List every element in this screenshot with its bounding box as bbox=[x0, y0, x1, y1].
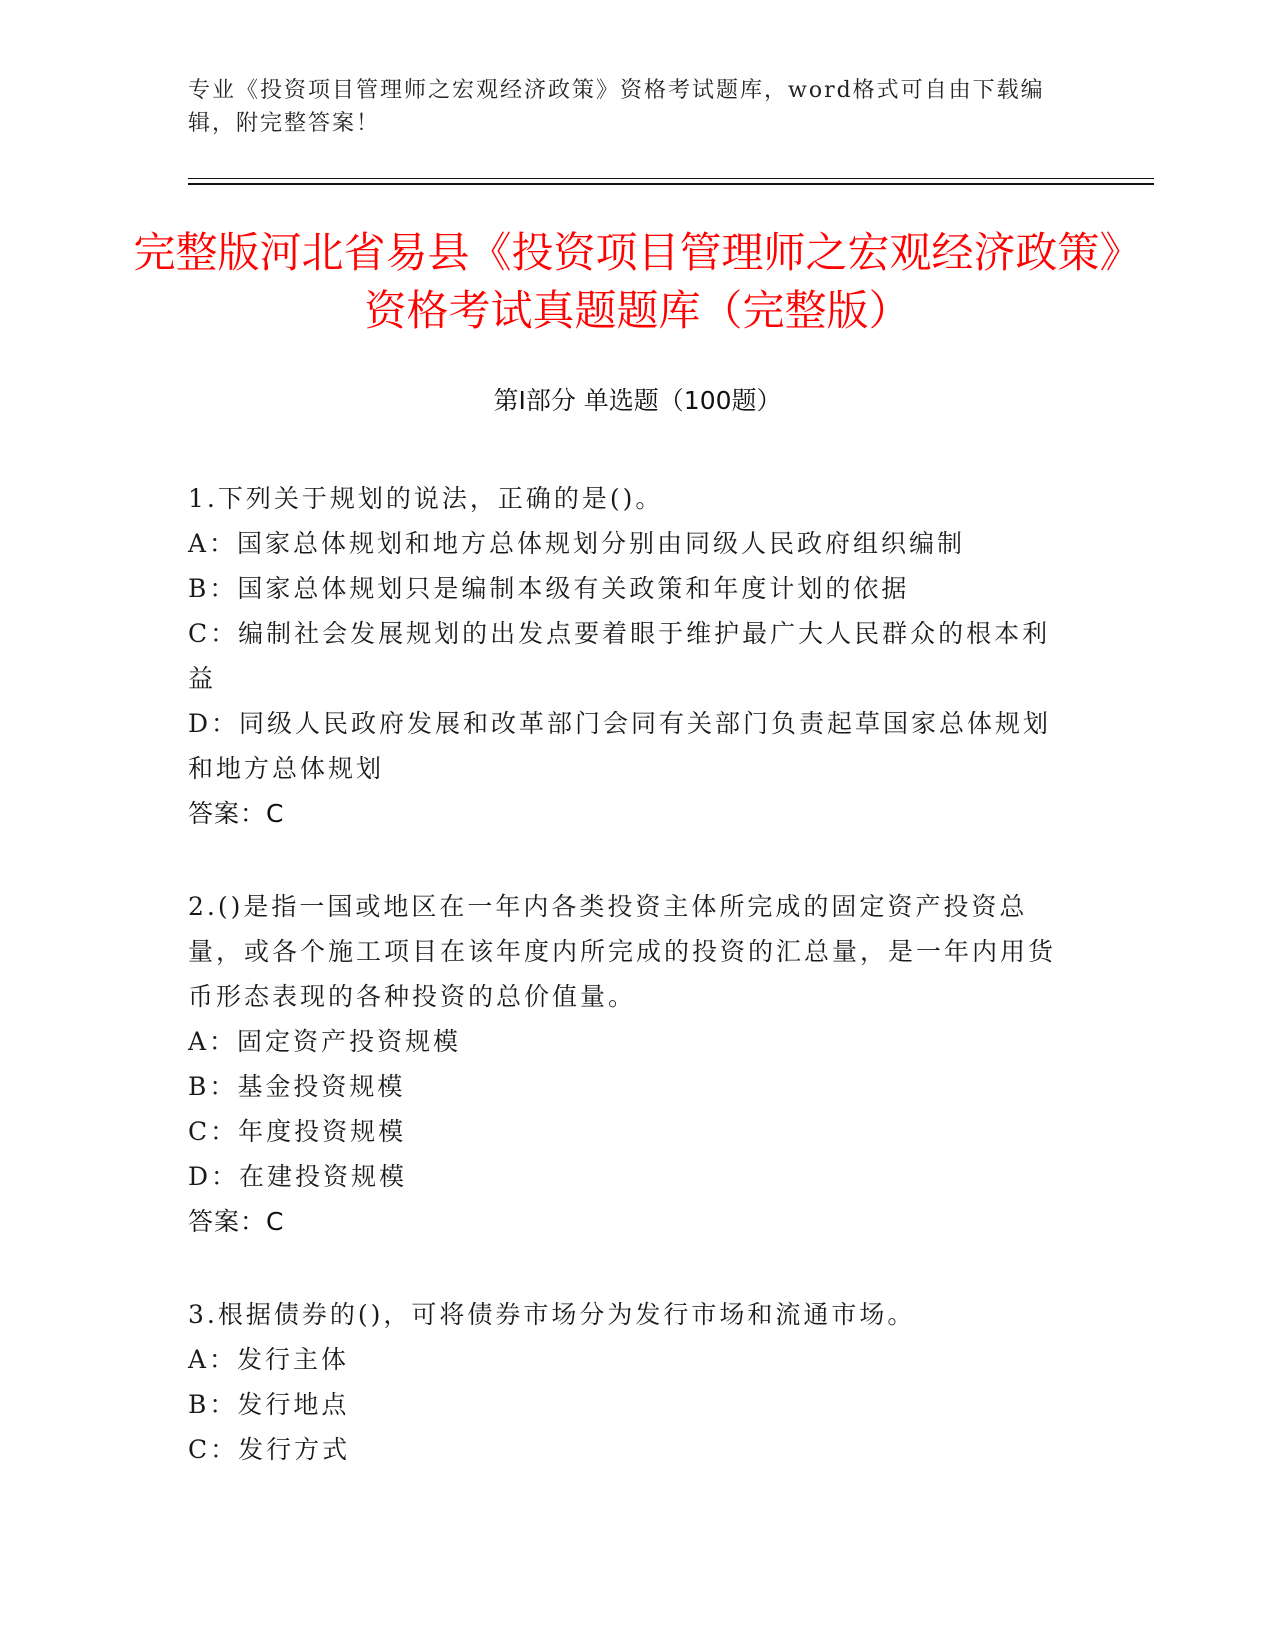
question-option: A：发行主体 bbox=[188, 1345, 350, 1374]
question-item bbox=[188, 476, 1078, 836]
header-note: 专业《投资项目管理师之宏观经济政策》资格考试题库，word格式可自由下载编辑，附完整答案！ bbox=[188, 78, 1045, 136]
question-stem: 2.()是指一国或地区在一年内各类投资主体所完成的固定资产投资总量，或各个施工项目在该年度内所完成的投资的汇总量，是一年内用货币形态表现的各种投资的总价值量。 bbox=[188, 892, 1057, 1011]
question-stem: 1.下列关于规划的说法，正确的是()。 bbox=[188, 484, 664, 513]
question-option: B：发行地点 bbox=[188, 1390, 350, 1419]
question-option: D：同级人民政府发展和改革部门会同有关部门负责起草国家总体规划和地方总体规划 bbox=[188, 709, 1052, 783]
question-option: A：国家总体规划和地方总体规划分别由同级人民政府组织编制 bbox=[188, 529, 966, 558]
question-option: C：发行方式 bbox=[188, 1435, 351, 1464]
question-list bbox=[188, 476, 1078, 1520]
question-answer: 答案：C bbox=[188, 799, 285, 828]
question-answer: 答案：C bbox=[188, 1207, 285, 1236]
header-divider-thin bbox=[188, 178, 1154, 179]
question-option: C：编制社会发展规划的出发点要着眼于维护最广大人民群众的根本利益 bbox=[188, 619, 1051, 693]
header-divider-thick bbox=[188, 183, 1154, 185]
question-option: A：固定资产投资规模 bbox=[188, 1027, 462, 1056]
question-item bbox=[188, 884, 1078, 1244]
question-item bbox=[188, 1292, 1078, 1472]
question-option: B：基金投资规模 bbox=[188, 1072, 406, 1101]
section-title: 第Ⅰ部分 单选题（100题） bbox=[493, 386, 782, 415]
question-option: C：年度投资规模 bbox=[188, 1117, 407, 1146]
question-option: B：国家总体规划只是编制本级有关政策和年度计划的依据 bbox=[188, 574, 910, 603]
document-title: 完整版河北省易县《投资项目管理师之宏观经济政策》资格考试真题题库（完整版） bbox=[133, 228, 1142, 335]
question-option: D：在建投资规模 bbox=[188, 1162, 408, 1191]
question-stem: 3.根据债券的()，可将债券市场分为发行市场和流通市场。 bbox=[188, 1300, 916, 1329]
